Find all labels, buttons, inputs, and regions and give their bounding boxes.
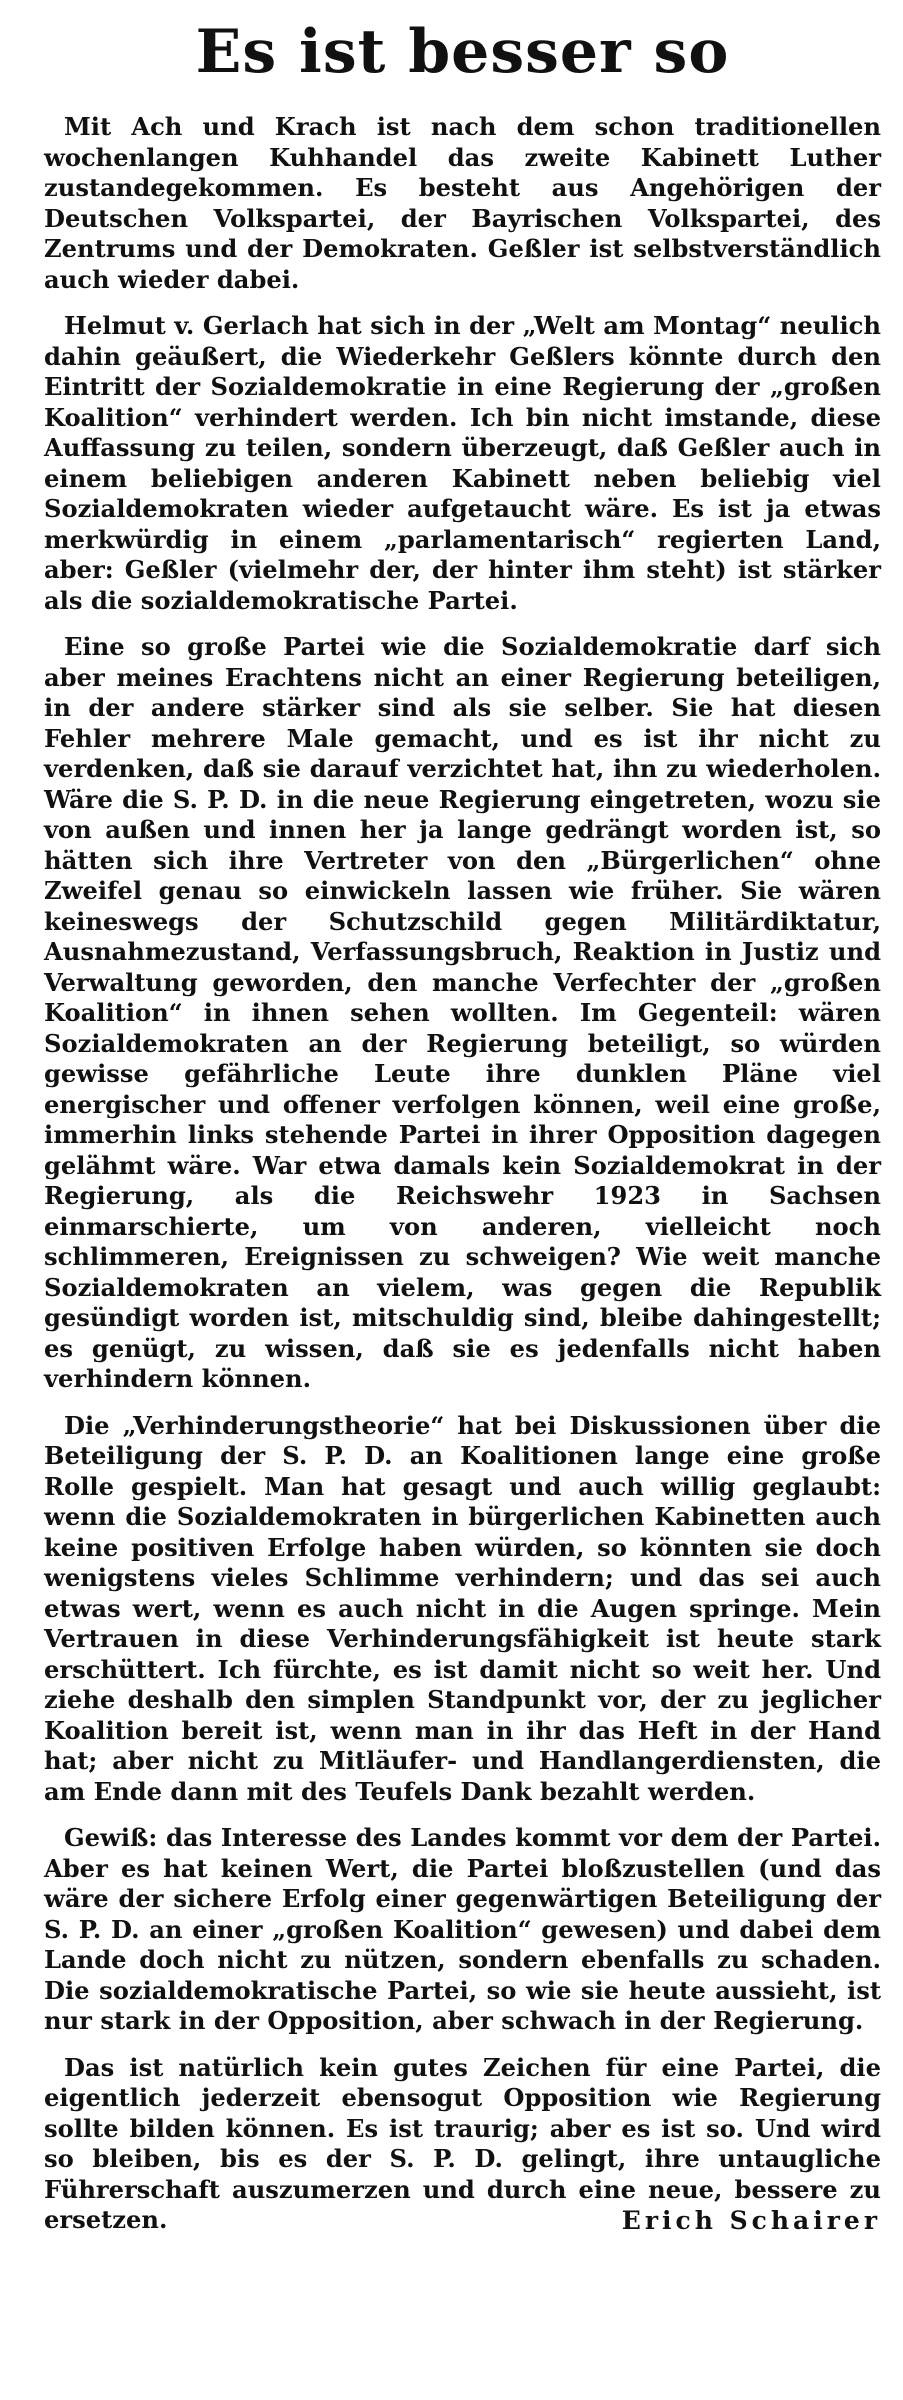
article-paragraph-4: Die „Verhinderungstheorie“ hat bei Diskussionen über die Beteiligung der S. P. D. an Koalitionen lange eine große Rolle gespielt. Man hat gesagt und auch willig geglaubt: wenn die Sozialdemokraten in bürgerlichen Kabinetten auch keine positiven Erfolge haben würden, so könnten sie doch wenigstens vieles Schlimme verhindern; und das sei auch etwas wert, wenn es auch nicht in die Augen springe. Mein Vertrauen in diese Verhinderungsfähigkeit ist heute stark erschüttert. Ich fürchte, es ist damit nicht so weit her. Und ziehe deshalb den simplen Standpunkt vor, der zu jeglicher Koalition bereit ist, wenn man in ihr das Heft in der Hand hat; aber nicht zu Mitläufer- und Handlangerdiensten, die am Ende dann mit des Teufels Dank bezahlt werden. (44, 1410, 881, 1806)
article-paragraph-5: Gewiß: das Interesse des Landes kommt vor dem der Partei. Aber es hat keinen Wert, die Partei bloßzustellen (und das wäre der sichere Erfolg einer gegenwärtigen Beteiligung der S. P. D. an einer „großen Koalition“ gewesen) und dabei dem Lande doch nicht zu nützen, sondern ebenfalls zu schaden. Die sozialdemokratische Partei, so wie sie heute aussieht, ist nur stark in der Opposition, aber schwach in der Regierung. (44, 1823, 881, 2035)
article-paragraph-1: Mit Ach und Krach ist nach dem schon traditionellen wochenlangen Kuhhandel das zweite Kabinett Luther zustandegekommen. Es besteht aus Angehörigen der Deutschen Volkspartei, der Bayrischen Volkspartei, des Zentrums und der Demokraten. Geßler ist selbstverständlich auch wieder dabei. (44, 112, 881, 294)
article-paragraph-6: Das ist natürlich kein gutes Zeichen für eine Partei, die eigentlich jederzeit ebensogut Opposition wie Regierung sollte bilden können. Es ist traurig; aber es ist so. Und wird so bleiben, bis es der S. P. D. gelingt, ihre untaugliche Führerschaft auszumerzen und durch eine neue, bessere zu ersetzen. (44, 2052, 881, 2234)
article-paragraph-2: Helmut v. Gerlach hat sich in der „Welt am Montag“ neulich dahin geäußert, die Wiederkehr Geßlers könnte durch den Eintritt der Sozialdemokratie in eine Regierung der „großen Koalition“ verhindert werden. Ich bin nicht imstande, diese Auffassung zu teilen, sondern überzeugt, daß Geßler auch in einem beliebigen anderen Kabinett neben beliebig viel Sozialdemokraten wieder aufgetaucht wäre. Es ist ja etwas merkwürdig in einem „parlamentarisch“ regierten Land, aber: Geßler (vielmehr der, der hinter ihm steht) ist stärker als die sozialdemokratische Partei. (44, 311, 881, 615)
article-title: Es ist besser so (195, 17, 730, 87)
author-signature: Erich Schairer (621, 2205, 881, 2235)
article-paragraph-3: Eine so große Partei wie die Sozialdemokratie darf sich aber meines Erachtens nicht an einer Regierung beteiligen, in der andere stärker sind als sie selber. Sie hat diesen Fehler mehrere Male gemacht, und es ist ihr nicht zu verdenken, daß sie darauf verzichtet hat, ihn zu wiederholen. Wäre die S. P. D. in die neue Regierung eingetreten, wozu sie von außen und innen her ja lange gedrängt worden ist, so hätten sich ihre Vertreter von den „Bürgerlichen“ ohne Zweifel genau so einwickeln lassen wie früher. Sie wären keineswegs der Schutzschild gegen Militärdiktatur, Ausnahmezustand, Verfassungsbruch, Reaktion in Justiz und Verwaltung geworden, den manche Verfechter der „großen Koalition“ in ihnen sehen wollten. Im Gegenteil: wären Sozialdemokraten an der Regierung beteiligt, so würden gewisse gefährliche Leute ihre dunklen Pläne viel energischer und offener verfolgen können, weil eine große, immerhin links stehende Partei in ihrer Opposition dagegen gelähmt wäre. War etwa damals kein Sozialdemokrat in der Regierung, als die Reichswehr 1923 in Sachsen einmarschierte, um von anderen, vielleicht noch schlimmeren, Ereignissen zu schweigen? Wie weit manche Sozialdemokraten an vielem, was gegen die Republik gesündigt worden ist, mitschuldig sind, bleibe dahingestellt; es genügt, zu wissen, daß sie es jedenfalls nicht haben verhindern können. (44, 632, 881, 1393)
